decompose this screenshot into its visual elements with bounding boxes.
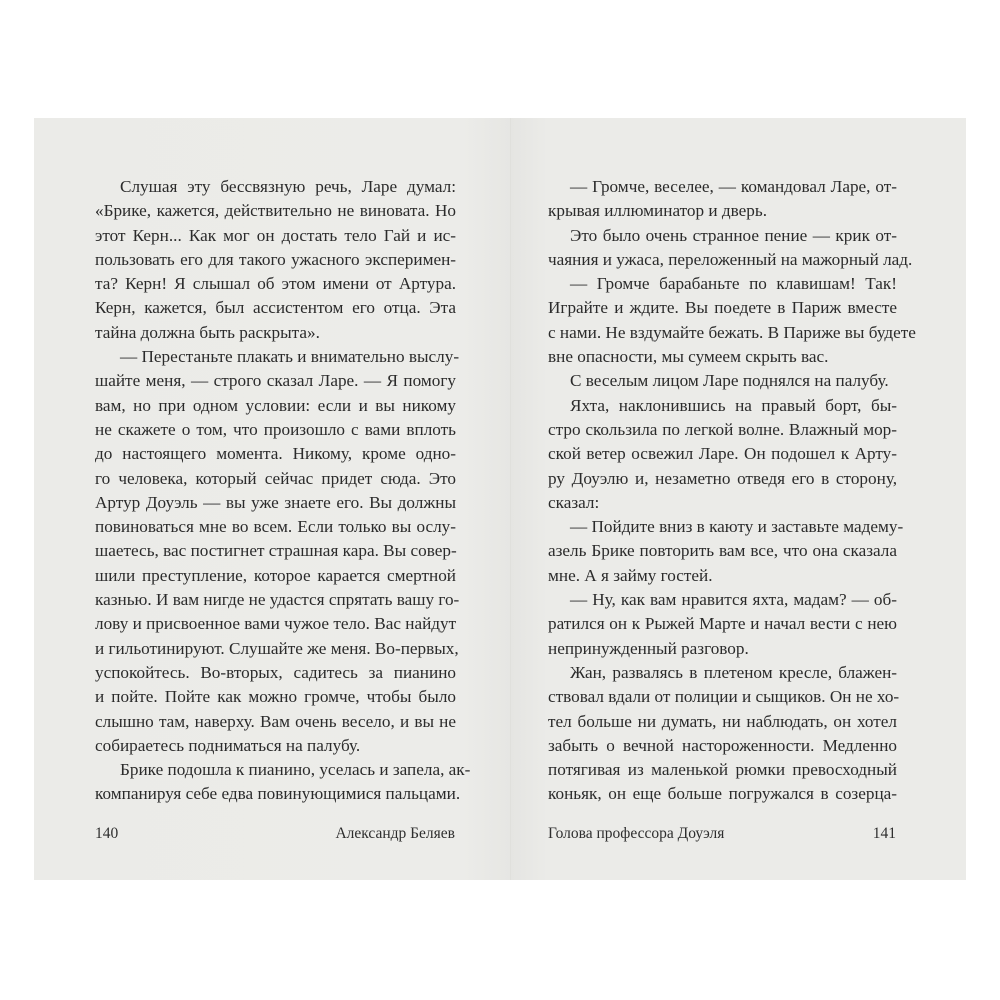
text-line: Артур Доуэль — вы уже знаете его. Вы должны	[95, 492, 456, 512]
text-line: — Пойдите вниз в каюту и заставьте мадему-	[570, 517, 904, 537]
text-line: слышно там, наверху. Вам очень весело, и вы не	[95, 711, 456, 731]
text-line: тел больше ни думать, ни наблюдать, он хотел	[548, 711, 897, 731]
text-line: и гильотинируют. Слушайте же меня. Во-первых,	[95, 638, 459, 658]
text-line: крывая иллюминатор и дверь.	[548, 201, 768, 221]
right-page	[511, 118, 966, 880]
text-line: коньяк, он еще больше погружался в созерца-	[548, 784, 897, 804]
text-line: шаетесь, вас постигнет страшная кара. Вы совер-	[95, 541, 457, 561]
text-line: чаяния и ужаса, переложенный на мажорный лад.	[548, 249, 913, 269]
text-line: Это было очень странное пение — крик от-	[570, 225, 897, 245]
text-line: — Перестаньте плакать и внимательно выслу-	[120, 347, 460, 367]
text-line: — Громче, веселее, — командовал Ларе, от-	[570, 177, 897, 196]
text-line: тайна должна быть раскрыта».	[95, 322, 320, 342]
text-line: шайте меня, — строго сказал Ларе. — Я помогу	[95, 371, 456, 391]
text-line: забыть о вечной настороженности. Медленно	[548, 735, 897, 755]
text-line: ру Доуэлю и, незаметно отведя его в сторону,	[548, 468, 897, 488]
text-line: ской ветер освежил Ларе. Он подошел к Арту-	[548, 444, 897, 464]
text-line: не скажете о том, что произошло с вами вплоть	[95, 419, 456, 439]
text-line: та? Керн! Я слышал об этом имени от Артура.	[95, 274, 456, 294]
text-line: сказал:	[548, 492, 600, 512]
text-line: С веселым лицом Ларе поднялся на палубу.	[570, 371, 889, 391]
text-line: до настоящего момента. Никому, кроме одно-	[95, 444, 456, 464]
text-line: вам, но при одном условии: если и вы никому	[95, 395, 456, 415]
text-line: собираетесь подниматься на палубу.	[95, 735, 361, 755]
right-page-text	[548, 175, 916, 807]
text-line: ратился он к Рыжей Марте и начал вести с нею	[548, 614, 897, 634]
text-line: повиноваться мне во всем. Если только вы ослу-	[95, 517, 456, 537]
text-line: казнью. И вам нигде не удастся спрятать вашу го-	[95, 590, 460, 610]
text-line: мне. А я займу гостей.	[548, 565, 713, 585]
text-line: вне опасности, мы сумеем скрыть вас.	[548, 347, 829, 367]
left-page	[34, 118, 511, 880]
text-line: этот Керн... Как мог он достать тело Гай и ис-	[95, 225, 456, 245]
text-line: — Ну, как вам нравится яхта, мадам? — об-	[570, 590, 897, 610]
left-running-header-author: Александр Беляев	[335, 825, 455, 842]
text-line: стро скользила по легкой волне. Влажный мор-	[548, 419, 897, 439]
text-line: и пойте. Пойте как можно громче, чтобы было	[95, 687, 456, 707]
left-page-number: 140	[95, 825, 119, 842]
text-line: «Брике, кажется, действительно не виновата. Но	[95, 201, 456, 221]
text-line: Яхта, наклонившись на правый борт, бы-	[570, 395, 897, 415]
open-book	[34, 118, 966, 880]
right-running-header-title: Голова профессора Доуэля	[548, 825, 725, 842]
text-line: Брике подошла к пианино, уселась и запела, ак-	[120, 760, 471, 780]
text-line: ствовал вдали от полиции и сыщиков. Он не хо-	[548, 687, 900, 707]
text-line: Керн, кажется, был ассистентом его отца. Эта	[95, 298, 456, 318]
text-line: непринужденный разговор.	[548, 638, 749, 658]
text-line: — Громче барабаньте по клавишам! Так!	[570, 274, 897, 294]
text-line: Слушая эту бессвязную речь, Ларе думал:	[120, 177, 456, 196]
text-line: Играйте и ждите. Вы поедете в Париж вместе	[548, 298, 897, 318]
right-page-number: 141	[872, 825, 896, 842]
text-line: пользовать его для такого ужасного эксперимен-	[95, 249, 456, 269]
text-line: лову и присвоенное вами чужое тело. Вас найдут	[95, 614, 457, 634]
text-line: компанируя себе едва повинующимися пальцами.	[95, 784, 461, 804]
text-line: шили преступление, которое карается смертной	[95, 565, 456, 585]
text-line: с нами. Не вздумайте бежать. В Париже вы будете	[548, 322, 916, 342]
text-line: азель Брике повторить вам все, что она сказала	[548, 541, 897, 561]
text-line: успокойтесь. Во-вторых, садитесь за пианино	[95, 662, 456, 682]
text-line: потягивая из маленькой рюмки превосходный	[548, 760, 897, 780]
text-line: го человека, который сейчас придет сюда. Это	[95, 468, 456, 488]
left-page-text	[95, 175, 471, 807]
text-line: Жан, развалясь в плетеном кресле, блажен-	[570, 662, 897, 682]
